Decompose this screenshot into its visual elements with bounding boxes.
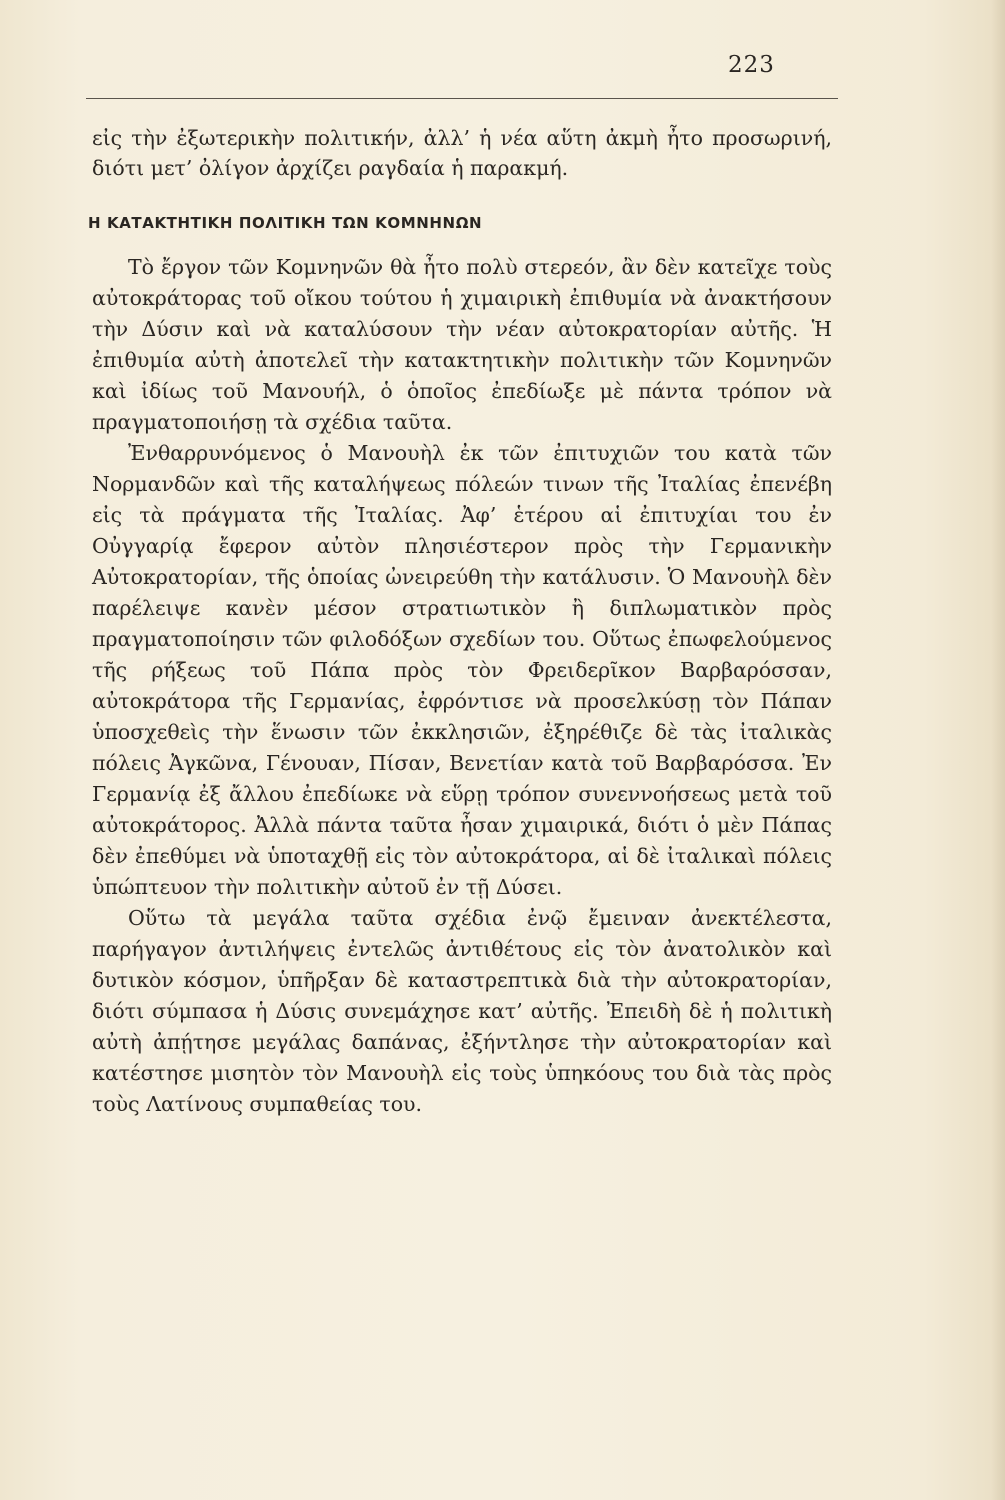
intro-paragraph: εἰς τὴν ἐξωτερικὴν πολιτικήν, ἀλλ’ ἡ νέα αὕτη ἀκμὴ ἦτο προσωρινή, διότι μετ’ ὀλίγον ἀρχίζει ραγδαία ἡ παρακμή. (92, 126, 832, 181)
paragraph-2: Ἐνθαρρυνόμενος ὁ Μανουὴλ ἐκ τῶν ἐπιτυχιῶν του κατὰ τῶν Νορμανδῶν καὶ τῆς καταλήψεως πόλεών τινων τῆς Ἰταλίας ἐπενέβη εἰς τὰ πράγματα τῆς Ἰταλίας. Ἀφ’ ἑτέρου αἱ ἐπιτυχίαι του ἐν Οὐγγαρίᾳ ἔφερον αὐτὸν πλησιέστερον πρὸς τὴν Γερμανικὴν Αὐτοκρατορίαν, τῆς ὁποίας ὠνειρεύθη τὴν κατάλυσιν. Ὁ Μανουὴλ δὲν παρέλειψε κανὲν μέσον στρατιωτικὸν ἢ διπλωματικὸν πρὸς πραγματοποίησιν τῶν φιλοδόξων σχεδίων του. Οὕτως ἐπωφελούμενος τῆς ρήξεως τοῦ Πάπα πρὸς τὸν Φρειδερῖκον Βαρβαρόσσαν, αὐτοκράτορα τῆς Γερμανίας, ἐφρόντισε νὰ προσελκύσῃ τὸν Πάπαν ὑποσχεθεὶς τὴν ἕνωσιν τῶν ἐκκλησιῶν, ἐξηρέθιζε δὲ τὰς ἰταλικὰς πόλεις Ἀγκῶνα, Γένουαν, Πίσαν, Βενετίαν κατὰ τοῦ Βαρβαρόσσα. Ἐν Γερμανίᾳ ἐξ ἄλλου ἐπεδίωκε νὰ εὕρῃ τρόπον συνεννοήσεως μετὰ τοῦ αὐτοκράτορος. Ἀλλὰ πάντα ταῦτα ἦσαν χιμαιρικά, διότι ὁ μὲν Πάπας δὲν ἐπεθύμει νὰ ὑποταχθῇ εἰς τὸν αὐτοκράτορα, αἱ δὲ ἰταλικαὶ πόλεις ὑπώπτευον τὴν πολιτικὴν αὐτοῦ ἐν τῇ Δύσει. (92, 441, 832, 899)
header-rule (86, 98, 838, 99)
page-number: 223 (728, 52, 775, 78)
body-text-block (92, 252, 832, 1120)
section-heading: Η ΚΑΤΑΚΤΗΤΙΚΗ ΠΟΛΙΤΙΚΗ ΤΩΝ ΚΟΜΝΗΝΩΝ (88, 214, 483, 232)
paragraph-1: Τὸ ἔργον τῶν Κομνηνῶν θὰ ἦτο πολὺ στερεόν, ἂν δὲν κατεῖχε τοὺς αὐτοκράτορας τοῦ οἴκου τούτου ἡ χιμαιρικὴ ἐπιθυμία νὰ ἀνακτήσουν τὴν Δύσιν καὶ νὰ καταλύσουν τὴν νέαν αὐτοκρατορίαν αὐτῆς. Ἡ ἐπιθυμία αὐτὴ ἀποτελεῖ τὴν κατακτητικὴν πολιτικὴν τῶν Κομνηνῶν καὶ ἰδίως τοῦ Μανουήλ, ὁ ὁποῖος ἐπεδίωξε μὲ πάντα τρόπον νὰ πραγματοποιήσῃ τὰ σχέδια ταῦτα. (92, 255, 832, 434)
paragraph-3: Οὕτω τὰ μεγάλα ταῦτα σχέδια ἐνῷ ἔμειναν ἀνεκτέλεστα, παρήγαγον ἀντιλήψεις ἐντελῶς ἀντιθέτους εἰς τὸν ἀνατολικὸν καὶ δυτικὸν κόσμον, ὑπῆρξαν δὲ καταστρεπτικὰ διὰ τὴν αὐτοκρατορίαν, διότι σύμπασα ἡ Δύσις συνεμάχησε κατ’ αὐτῆς. Ἐπειδὴ δὲ ἡ πολιτικὴ αὐτὴ ἀπῄτησε μεγάλας δαπάνας, ἐξήντλησε τὴν αὐτοκρατορίαν καὶ κατέστησε μισητὸν τὸν Μανουὴλ εἰς τοὺς ὑπηκόους του διὰ τὰς πρὸς τοὺς Λατίνους συμπαθείας του. (92, 906, 832, 1116)
intro-text-block (92, 123, 832, 183)
page-edge-shadow (991, 0, 1005, 1500)
